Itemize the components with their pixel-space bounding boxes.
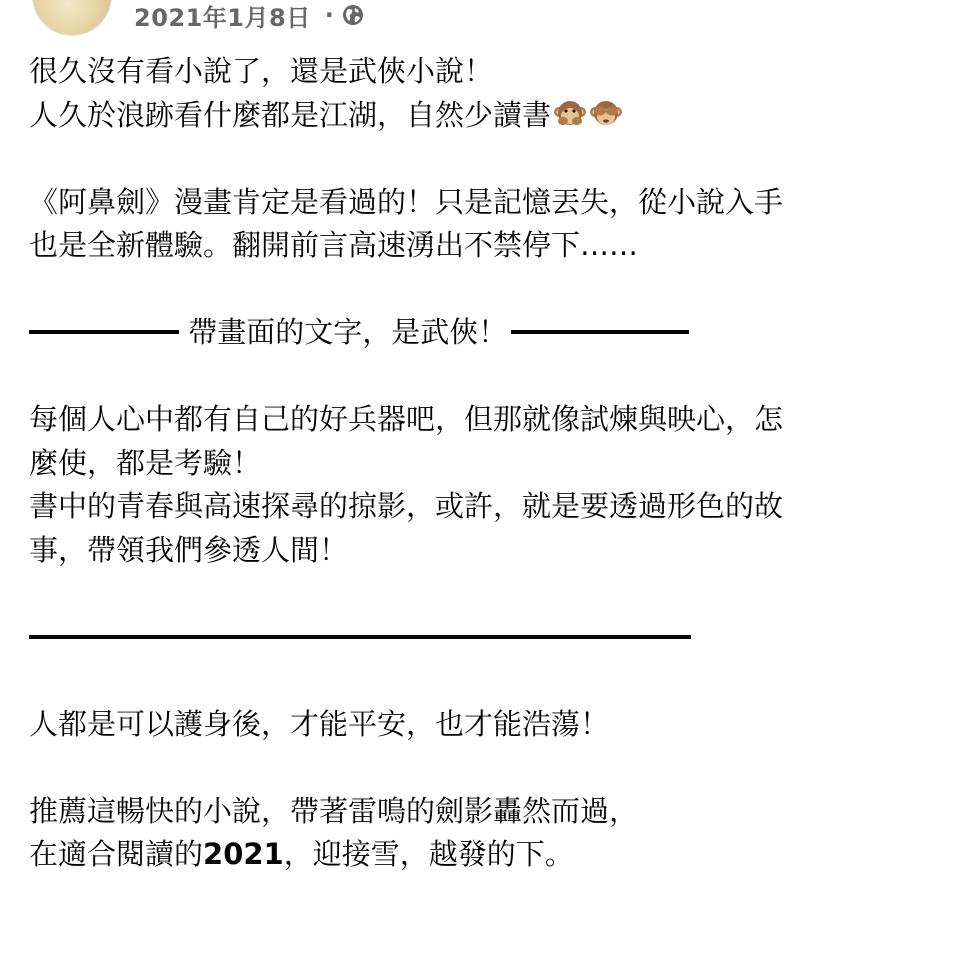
post-text-line: 每個人心中都有自己的好兵器吧，但那就像試煉與映心，怎 <box>29 402 784 436</box>
post-text-segment: 人久於浪跡看什麼都是江湖，自然少讀書 <box>29 97 552 132</box>
post-text-line: 《阿鼻劍》漫畫肯定是看過的！只是記憶丟失，從小說入手 <box>29 184 784 219</box>
blank-line <box>29 137 929 181</box>
divider-line <box>29 616 929 660</box>
see-no-evil-monkey-icon <box>589 97 623 131</box>
divider-rule <box>29 635 691 639</box>
post-text-line: 書中的青春與高速探尋的掠影，或許，就是要透過形色的故 <box>29 489 784 523</box>
post-header <box>0 0 958 40</box>
post-text-segment: ，迎接雪，越發的下。 <box>283 837 574 871</box>
speak-no-evil-monkey-icon <box>553 97 587 131</box>
blank-line <box>29 268 929 312</box>
post-text-line: 很久沒有看小說了，還是武俠小說！ <box>29 54 494 88</box>
post-text-line: 麼使，都是考驗！ <box>29 445 262 480</box>
post-text-segment: 在適合閱讀的 <box>29 837 204 871</box>
divider-rule <box>29 330 179 334</box>
divider-text: 帶畫面的文字，是武俠！ <box>179 315 508 349</box>
blank-line <box>29 746 929 790</box>
divider-line <box>29 311 929 355</box>
divider-rule <box>511 330 689 334</box>
avatar[interactable] <box>32 0 112 36</box>
post-text-line: 事，帶領我們參透人間！ <box>29 532 349 567</box>
blank-line <box>29 355 929 399</box>
post-text-line <box>29 833 929 877</box>
globe-icon[interactable] <box>342 4 364 26</box>
blank-line <box>29 659 929 703</box>
post-date[interactable]: 2021年1月8日 <box>134 3 311 32</box>
meta-separator: · <box>324 1 335 29</box>
post-text-line: 人都是可以護身後，才能平安，也才能浩蕩！ <box>29 706 610 741</box>
blank-line <box>29 572 929 616</box>
post-text-line <box>29 94 929 138</box>
year-text: 2021 <box>203 837 284 871</box>
post-text-line: 推薦這暢快的小說，帶著雷鳴的劍影轟然而過， <box>29 793 639 828</box>
post-meta <box>134 0 364 30</box>
post-text-line: 也是全新體驗。翻開前言高速湧出不禁停下…… <box>29 228 639 262</box>
post-body <box>29 50 929 877</box>
